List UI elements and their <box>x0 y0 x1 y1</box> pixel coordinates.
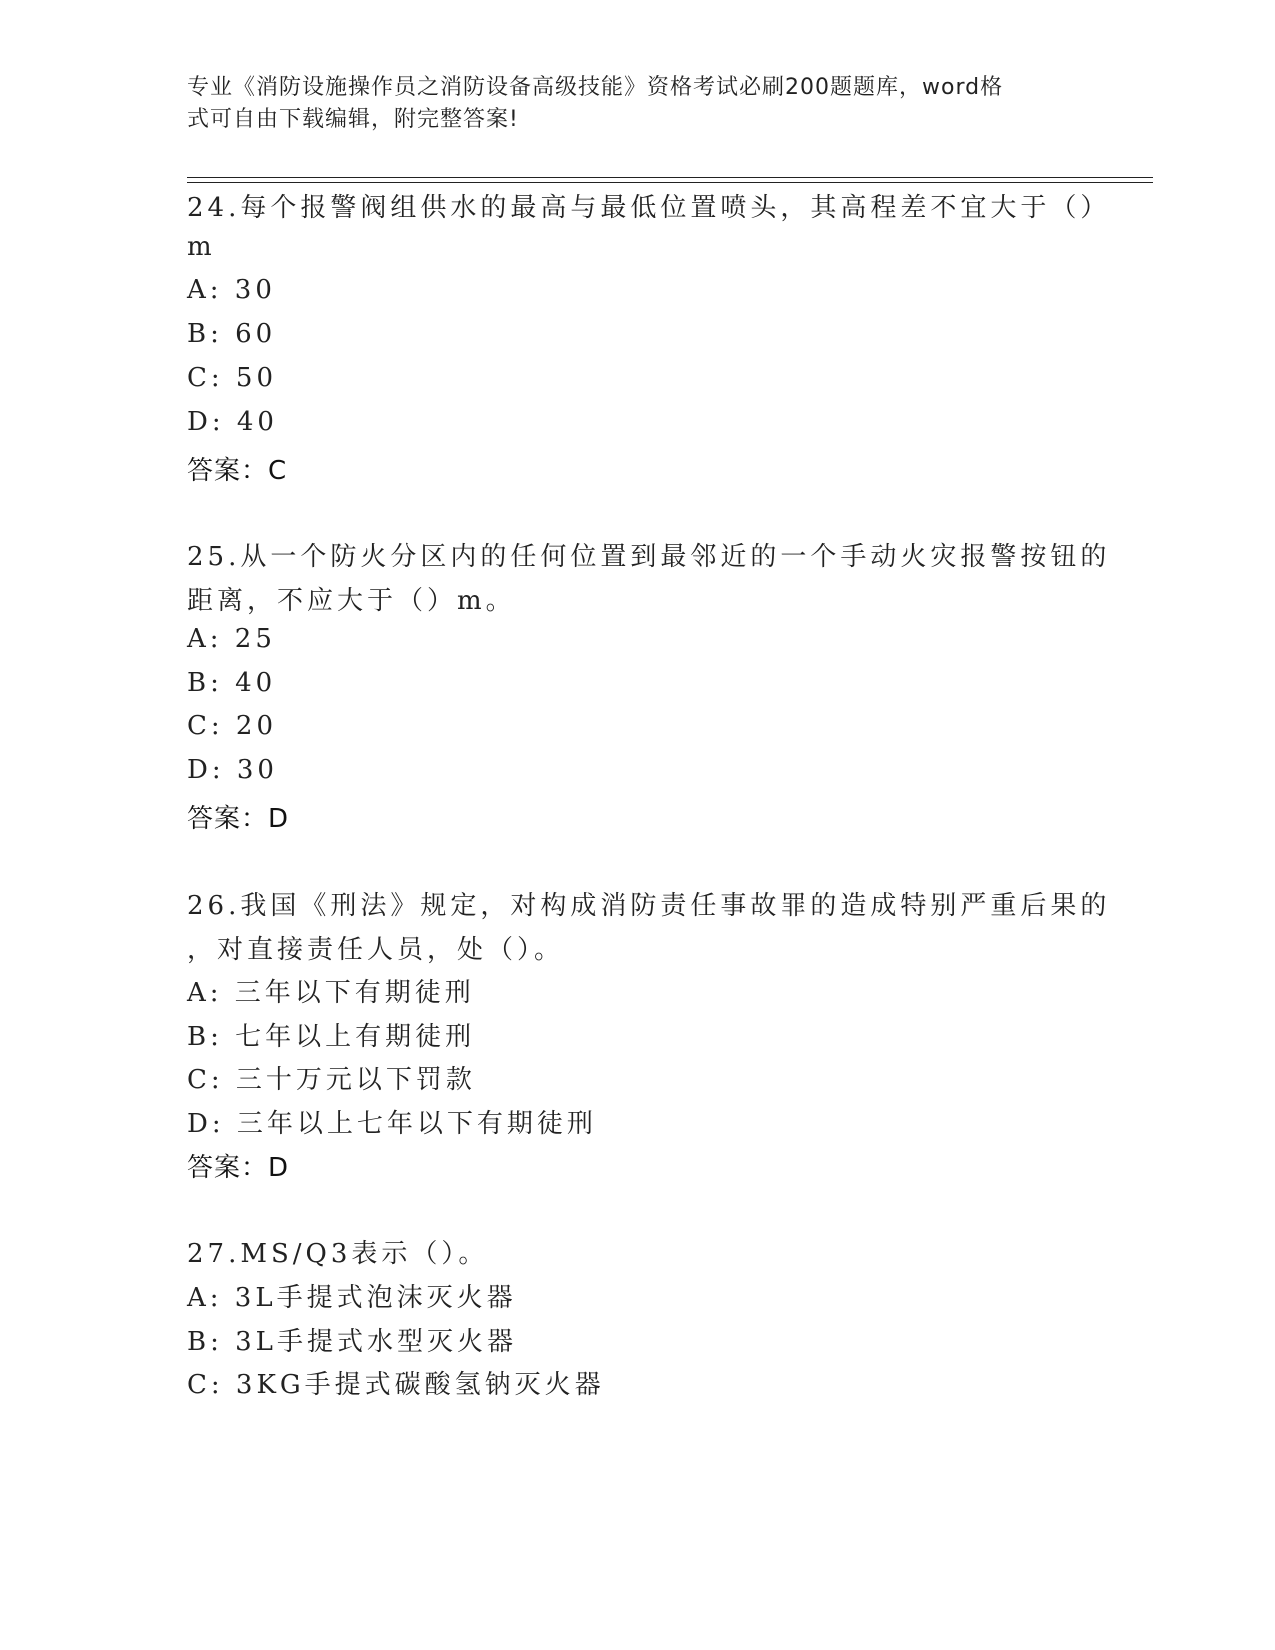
option-c: C: 20 <box>187 711 278 741</box>
question-stem: 25.从一个防火分区内的任何位置到最邻近的一个手动火灾报警按钮的 <box>187 542 1111 572</box>
question-stem-continued: 距离，不应大于（）m。 <box>187 586 516 616</box>
option-c: C: 三十万元以下罚款 <box>187 1065 476 1095</box>
answer: 答案：D <box>187 1153 290 1183</box>
header-line-2: 式可自由下载编辑，附完整答案! <box>187 107 519 132</box>
header-divider-bottom <box>187 182 1153 183</box>
question-stem-continued: m <box>187 232 216 262</box>
question-stem-continued: ，对直接责任人员，处（）。 <box>187 935 565 965</box>
option-d: D: 30 <box>187 755 278 785</box>
option-b: B: 七年以上有期徒刑 <box>187 1022 476 1052</box>
question-stem: 24.每个报警阀组供水的最高与最低位置喷头，其高程差不宜大于（） <box>187 193 1111 223</box>
document-header <box>187 72 1067 136</box>
option-c: C: 50 <box>187 363 278 393</box>
option-a: A: 三年以下有期徒刑 <box>187 978 475 1008</box>
option-c: C: 3KG手提式碳酸氢钠灭火器 <box>187 1370 605 1400</box>
option-d: D: 40 <box>187 407 278 437</box>
answer: 答案：D <box>187 804 290 834</box>
option-d: D: 三年以上七年以下有期徒刑 <box>187 1109 597 1139</box>
option-b: B: 40 <box>187 668 277 698</box>
header-divider-top <box>187 177 1153 178</box>
option-a: A: 30 <box>187 275 276 305</box>
question-stem: 27.MS/Q3表示（）。 <box>187 1239 489 1269</box>
option-b: B: 60 <box>187 319 277 349</box>
answer: 答案：C <box>187 456 288 486</box>
header-line-1: 专业《消防设施操作员之消防设备高级技能》资格考试必刷200题题库，word格 <box>187 75 1004 100</box>
option-a: A: 25 <box>187 624 276 654</box>
option-b: B: 3L手提式水型灭火器 <box>187 1327 517 1357</box>
option-a: A: 3L手提式泡沫灭火器 <box>187 1283 517 1313</box>
question-stem: 26.我国《刑法》规定，对构成消防责任事故罪的造成特别严重后果的 <box>187 891 1111 921</box>
